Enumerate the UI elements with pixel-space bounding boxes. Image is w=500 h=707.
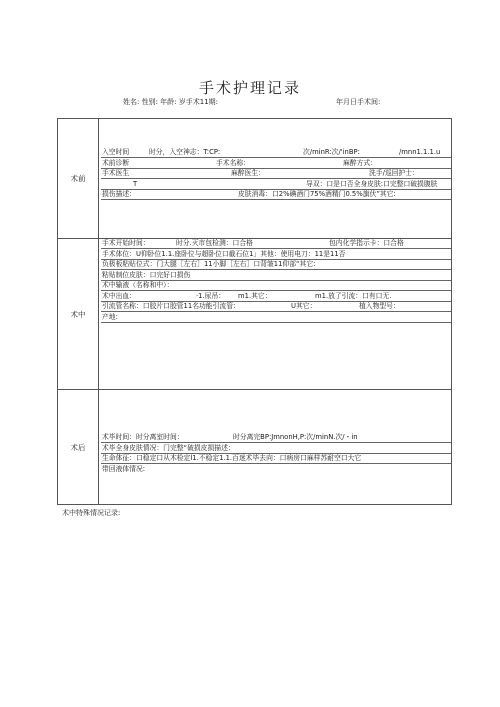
surgery-end-label: 术毕时间：时分离室时间： <box>102 433 184 441</box>
surgery-name-label: 手术名称： <box>216 158 250 167</box>
injury-description-label: 损伤描述： <box>102 190 136 198</box>
postop-line-1 <box>101 433 451 443</box>
drainage-check: m1.放了引流：口有口无. <box>315 291 392 300</box>
preop-line-3 <box>101 169 451 179</box>
entry-consciousness: 时分，入空神志：T:CP: <box>149 148 221 156</box>
sterile-pack-check: 时分.灭市包检测：口合格 <box>176 239 253 247</box>
entry-vitals: 次/minR:次/'inBP: <box>303 148 360 156</box>
preop-block <box>101 148 451 201</box>
phase-label-intraop: 术中 <box>58 239 99 390</box>
other-volume-label: m1.其它： <box>238 291 272 300</box>
preop-line-4 <box>101 180 451 190</box>
chemical-indicator-check: 包内化学指示卡：口合格 <box>329 239 404 247</box>
postop-content <box>99 390 452 505</box>
leave-room-vitals: 时分离完BP:JmnonH,P:次/minN.次/・in <box>233 433 358 441</box>
surgery-start-label: 手术开始时间： <box>102 239 150 247</box>
drain-tube-label: 引流管名称：口胶片口胶管11名功能引流管： <box>102 302 240 310</box>
postop-row <box>58 390 452 505</box>
implant-model-label: 植入物型号： <box>359 302 400 310</box>
temperature-mark: T <box>133 179 138 188</box>
anesthetist-label: 麻醉医生： <box>231 169 265 177</box>
intraop-block <box>101 239 451 323</box>
preop-line-5 <box>101 190 451 200</box>
intraop-line-5: 术中输液（名称和中）： <box>101 281 451 291</box>
phase-label-postop: 术后 <box>58 390 99 505</box>
intraop-line-4: 粘贴制位皮肤：口完好口损伤 <box>101 271 451 281</box>
entry-time-label: 入空时间 <box>102 148 130 156</box>
urine-label: ·1.尿吊： <box>196 291 226 300</box>
postop-line-2: 术毕全身皮肤情况：门完整“破损皮损描述： <box>101 444 451 454</box>
nurse-label: 洗手/巡回护士： <box>369 169 419 177</box>
anesthesia-method-label: 麻醉方式： <box>343 158 377 167</box>
postop-line-3: 生命体征：口稳定口从木检定l1.不稳定1.1.百迷术毕去向：口病房口麻样苏耐空口大它 <box>101 454 451 464</box>
intraop-row <box>58 239 452 390</box>
postop-line-4: 带回液体情况: <box>102 464 146 473</box>
intraop-line-7 <box>101 302 451 312</box>
preop-line-1 <box>101 148 451 158</box>
preop-line-2 <box>101 159 451 169</box>
document-title: 手术护理记录 <box>198 79 301 97</box>
entry-bp-unit: /mnn1.1.1.u <box>399 148 441 156</box>
blood-loss-label: 术中出血： <box>102 291 136 300</box>
surgeon-label: 手术医生 <box>102 169 130 177</box>
intraop-line-8: 产地: <box>101 313 451 323</box>
date-room-line: 年月日手术间: <box>336 98 381 106</box>
nursing-record-table <box>57 118 452 505</box>
preop-row <box>58 119 452 239</box>
catheter-skin-check: 导双：口是口否全身皮肤:口完整口破损腹肤 <box>306 179 438 188</box>
drain-other-label: U其它： <box>291 302 317 310</box>
intraop-line-1 <box>101 239 451 249</box>
preop-diagnosis-label: 术前诊断 <box>102 158 130 167</box>
phase-label-preop: 术前 <box>58 119 99 239</box>
intraop-line-2: 手术体位：U仰卧位1.1.座卧位与超卧位口截石位1」其他：使用电刀：11是11否 <box>101 250 451 260</box>
special-notes-label: 术中特殊情况记录: <box>62 509 121 517</box>
skin-disinfection-label: 皮肤消毒：口2%碘酒门75%酒精门0.5%旗伏”其它: <box>238 190 396 198</box>
postop-block <box>101 433 451 474</box>
intraop-line-3: 负极板粘贴位式：门大腿［左右］11小脚［左右］口背皱11仰部“其它: <box>101 260 451 270</box>
intraop-line-6 <box>101 292 451 302</box>
preop-content <box>99 119 452 239</box>
intraop-content <box>99 239 452 390</box>
patient-info-line: 姓名: 性别: 年龄: 岁手术11期: <box>123 98 219 106</box>
